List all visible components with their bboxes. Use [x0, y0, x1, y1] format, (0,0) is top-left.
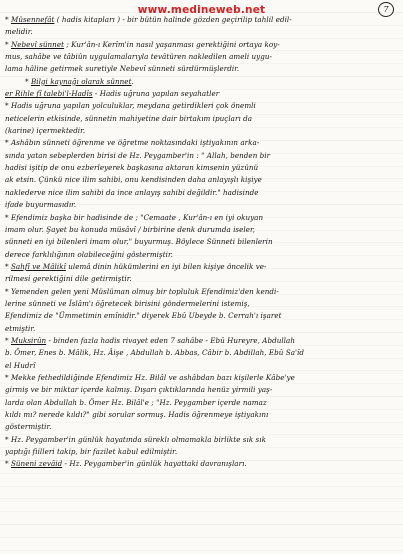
note-line: * Sahfî ve Mâlikî ulemâ dinin hükümlerini en iyi bilen kişiye öncelik ve- [5, 261, 267, 271]
note-line: yaptığı fiilleri takip, bir fazilet kabul edilmiştir. [5, 447, 178, 457]
note-line: imam olur. Şayet bu konuda müsâvî / birbirine denk durumda iseler, [5, 224, 256, 234]
note-line: sünneti en iyi bilenleri imam olur," buyurmuş. Böylece Sünneti bilenlerin [5, 237, 273, 247]
page-number-badge: 7 [378, 2, 394, 17]
site-watermark: www.medineweb.net [137, 4, 266, 16]
note-line: * Mekke fethedildiğinde Efendimiz Hz. Bilâl ve ashâbdan bazı kişilerle Kâbe'ye [5, 372, 295, 382]
note-line: * Hadis uğruna yapılan yolculuklar, meydana getirdikleri çok önemli [5, 101, 256, 111]
note-line: * Yemenden gelen yeni Müslüman olmuş bir topluluk Efendimiz'den kendi- [5, 286, 279, 296]
note-line: girmiş ve bir miktar içerde kalmış. Dışarı çıktıklarında henüz yirmili yaş- [5, 385, 273, 395]
note-line: melidir. [5, 27, 33, 37]
note-line: * Müsennefât ( hadis kitapları ) - bir bütün halinde gözden geçirilip tahlil edil- [5, 15, 292, 24]
note-line: mus, sahâbe ve tâbiûn uygulamalarıyla tevâtüren nakledilen ameli uygu- [5, 52, 272, 62]
note-line: hadisi işitip de onu ezberleyerek başkasına aktaran kimsenin yüzünü [5, 163, 259, 173]
underlined-term: er Rihle fî talebi'l-Hadîs [5, 89, 93, 99]
underlined-term: Bilgi kaynağı olarak sünnet [30, 76, 132, 86]
note-line: * Muksirûn - binden fazla hadis rivayet eden 7 sahâbe - Ebû Hureyre, Abdullah [5, 335, 295, 345]
underlined-term: Süneni zevâid [10, 459, 63, 469]
note-line: neticelerin etkisinde, sünnetin mahiyetine dair birtakım ipuçları da [5, 113, 253, 123]
note-line: * Ashâbın sünneti öğrenme ve öğretme noktasındaki iştiyakının arka- [5, 138, 260, 148]
underlined-term: Müsennefât [10, 15, 55, 24]
note-line: ifade buyurmasıdır. [5, 200, 77, 210]
underlined-term: Nebevî sünnet [10, 39, 65, 49]
handwritten-notes [5, 14, 399, 471]
note-line: * Hz. Peygamber'in günlük hayatında süreklı olmamakla birlikte sık sık [5, 434, 266, 444]
note-line: lerine sünneti ve İslâm'ı öğretecek birisini göndermelerini istemiş, [5, 298, 250, 308]
note-line: * Bilgi kaynağı olarak sünnet. [25, 76, 134, 86]
note-line: larda olan Abdullah b. Ömer Hz. Bilâl'e ; "Hz. Peygamber içerde namaz [5, 397, 267, 407]
note-line: etmiştir. [5, 323, 36, 333]
note-line: b. Ömer, Enes b. Mâlik, Hz. Âişe , Abdullah b. Abbas, Câbir b. Abdillah, Ebû Sa'îd [5, 348, 304, 358]
note-line: el Hudrî [5, 360, 36, 370]
note-line: kıldı mı? nerede kıldı?" gibi sorular sormuş. Hadis öğrenmeye iştiyakını [5, 410, 269, 419]
note-line: Efendimiz de "Ümmetimin emînidir." diyerek Ebû Ubeyde b. Cerrah'ı işaret [5, 311, 282, 321]
note-line: naklederve nice ilim sahibi da ince anlayış sahibi değildir." hadisinde [5, 187, 259, 197]
note-line: lama hâline getirmek suretiyle Nebevî sünneti sürdürmüşlerdir. [5, 64, 240, 74]
note-line: * Efendimiz başka bir hadisinde de ; "Cemaate , Kur'ân-ı en iyi okuyan [5, 212, 264, 222]
note-line: (karine) içermektedir. [5, 126, 86, 136]
underlined-term: Muksirûn [10, 335, 47, 345]
note-line: * Süneni zevâid - Hz. Peygamber'in günlük hayattaki davranışları. [5, 459, 247, 469]
underlined-term: Sahfî ve Mâlikî [10, 261, 66, 271]
note-line: ak etsin. Çünkü nice ilim sahibi, onu kendisinden daha anlayışlı kişiye [5, 175, 262, 185]
note-line: er Rihle fî talebi'l-Hadîs - Hadis uğruna yapılan seyahatler [5, 89, 220, 99]
note-line: göstermiştir. [5, 422, 52, 432]
note-line: sında yatan sebeplerden birisi de Hz. Peygamber'in : " Allah, benden bir [5, 150, 271, 160]
note-line: derece farklılığının olabileceğini göstermiştir. [5, 249, 173, 259]
note-line: rilmesi gerektiğini dile getirmiştir. [5, 274, 132, 284]
note-line: * Nebevî sünnet ; Kur'ân-ı Kerîm'in nasıl yaşanması gerektiğini ortaya koy- [5, 39, 280, 49]
